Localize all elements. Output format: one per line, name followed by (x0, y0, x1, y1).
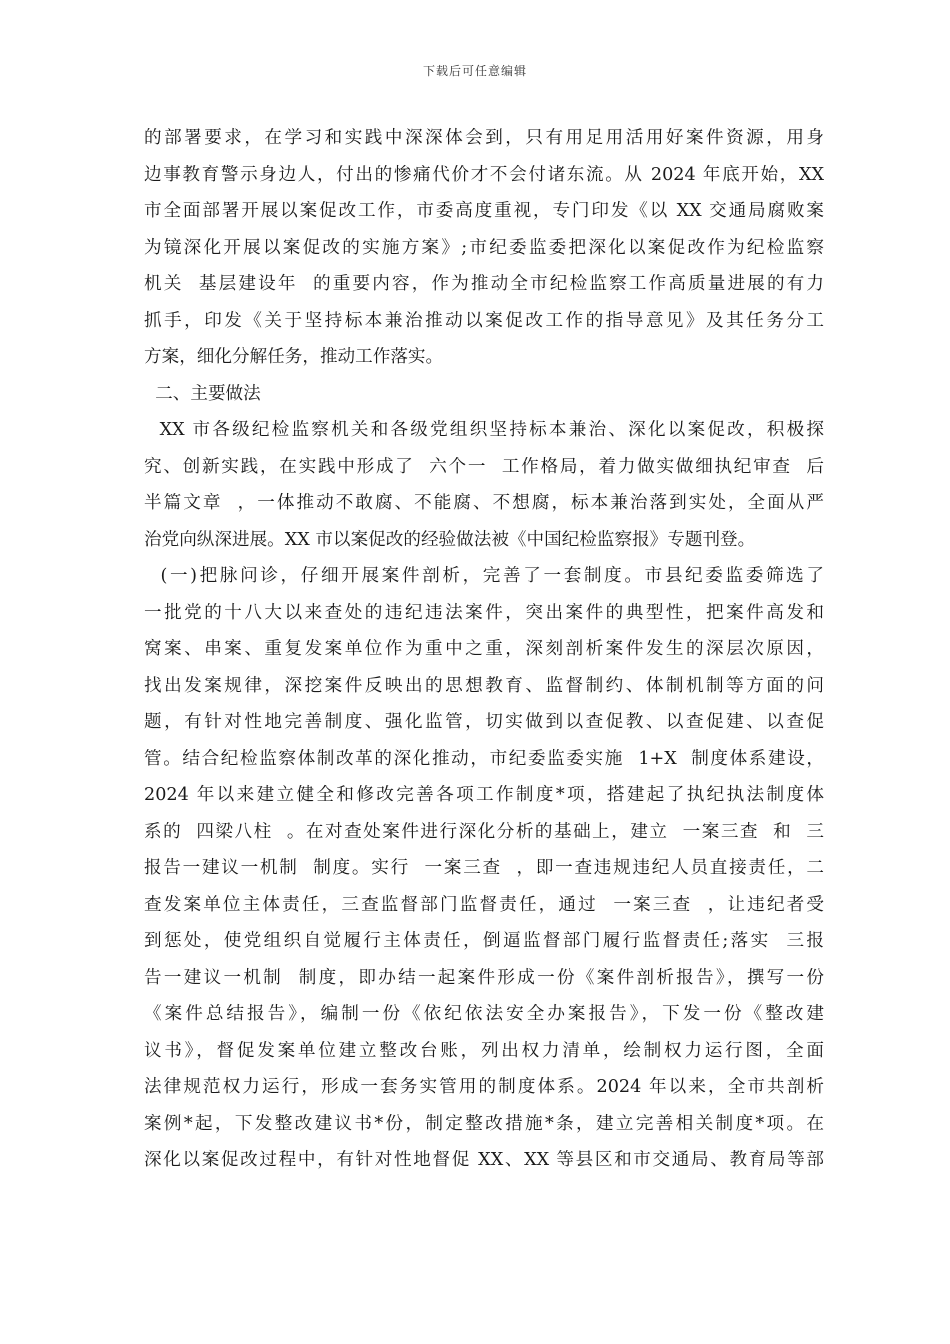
text-line: 一批党的十八大以来查处的违纪违法案件，突出案件的典型性，把案件高发和 (144, 602, 824, 623)
text-line: 报告一建议一机制 制度。实行 一案三查 ，即一查违规违纪人员直接责任，二 (144, 858, 824, 878)
text-line: 深化以案促改过程中，有针对性地督促 XX、XX 等县区和市交通局、教育局等部 (144, 1150, 824, 1170)
text-line: 半篇文章 ，一体推动不敢腐、不能腐、不想腐，标本兼治落到实处，全面从严 (144, 493, 824, 513)
text-line: 市全面部署开展以案促改工作，市委高度重视，专门印发《以 XX 交通局腐败案 (144, 201, 824, 221)
text-line: 系的 四梁八柱 。在对查处案件进行深化分析的基础上，建立 一案三查 和 三 (144, 821, 824, 842)
text-line: 窝案、串案、重复发案单位作为重中之重，深刻剖析案件发生的深层次原因， (144, 639, 824, 659)
text-line: 找出发案规律，深挖案件反映出的思想教育、监督制约、体制机制等方面的问 (144, 675, 824, 696)
text-line: 的部署要求，在学习和实践中深深体会到，只有用足用活用好案件资源，用身 (144, 128, 824, 148)
text-line: 告一建议一机制 制度，即办结一起案件形成一份《案件剖析报告》，撰写一份 (144, 967, 824, 988)
text-line: 抓手，印发《关于坚持标本兼治推动以案促改工作的指导意见》及其任务分工 (144, 310, 824, 331)
text-line: 二、主要做法 (144, 383, 261, 404)
text-line: 为镜深化开展以案促改的实施方案》;市纪委监委把深化以案促改作为纪检监察 (144, 237, 824, 258)
text-line: 边事教育警示身边人，付出的惨痛代价才不会付诸东流。从 2024 年底开始，XX (144, 164, 824, 185)
text-line: 案例*起，下发整改建议书*份，制定整改措施*条，建立完善相关制度*项。在 (144, 1113, 824, 1134)
text-line: 方案，细化分解任务，推动工作落实。 (144, 347, 444, 367)
text-line: 查发案单位主体责任，三查监督部门监督责任，通过 一案三查 ，让违纪者受 (144, 894, 824, 915)
text-line: 议书》，督促发案单位建立整改台账，列出权力清单，绘制权力运行图，全面 (144, 1040, 824, 1061)
page-header: 下载后可任意编辑 (422, 64, 527, 78)
text-line: 法律规范权力运行，形成一套务实管用的制度体系。2024 年以来，全市共剖析 (144, 1077, 824, 1097)
text-line: 究、创新实践，在实践中形成了 六个一 工作格局，着力做实做细执纪审查 后 (144, 456, 824, 477)
text-line: XX 市各级纪检监察机关和各级党组织坚持标本兼治、深化以案促改，积极探 (144, 420, 824, 440)
text-line: 题，有针对性地完善制度、强化监管，切实做到以查促教、以查促建、以查促 (144, 712, 824, 732)
text-line: 到惩处，使党组织自觉履行主体责任，倒逼监督部门履行监督责任;落实 三报 (144, 931, 824, 951)
text-line: 管。结合纪检监察体制改革的深化推动，市纪委监委实施 1+X 制度体系建设， (144, 748, 824, 769)
document-body (144, 120, 824, 1179)
text-line: (一)把脉问诊，仔细开展案件剖析，完善了一套制度。市县纪委监委筛选了 (144, 566, 824, 586)
text-line: 机关 基层建设年 的重要内容，作为推动全市纪检监察工作高质量进展的有力 (144, 274, 824, 294)
text-line: 治党向纵深进展。XX 市以案促改的经验做法被《中国纪检监察报》专题刊登。 (144, 529, 756, 550)
text-line: 《案件总结报告》，编制一份《依纪依法安全办案报告》，下发一份《整改建 (144, 1004, 824, 1024)
text-line: 2024 年以来建立健全和修改完善各项工作制度*项，搭建起了执纪执法制度体 (144, 785, 824, 805)
